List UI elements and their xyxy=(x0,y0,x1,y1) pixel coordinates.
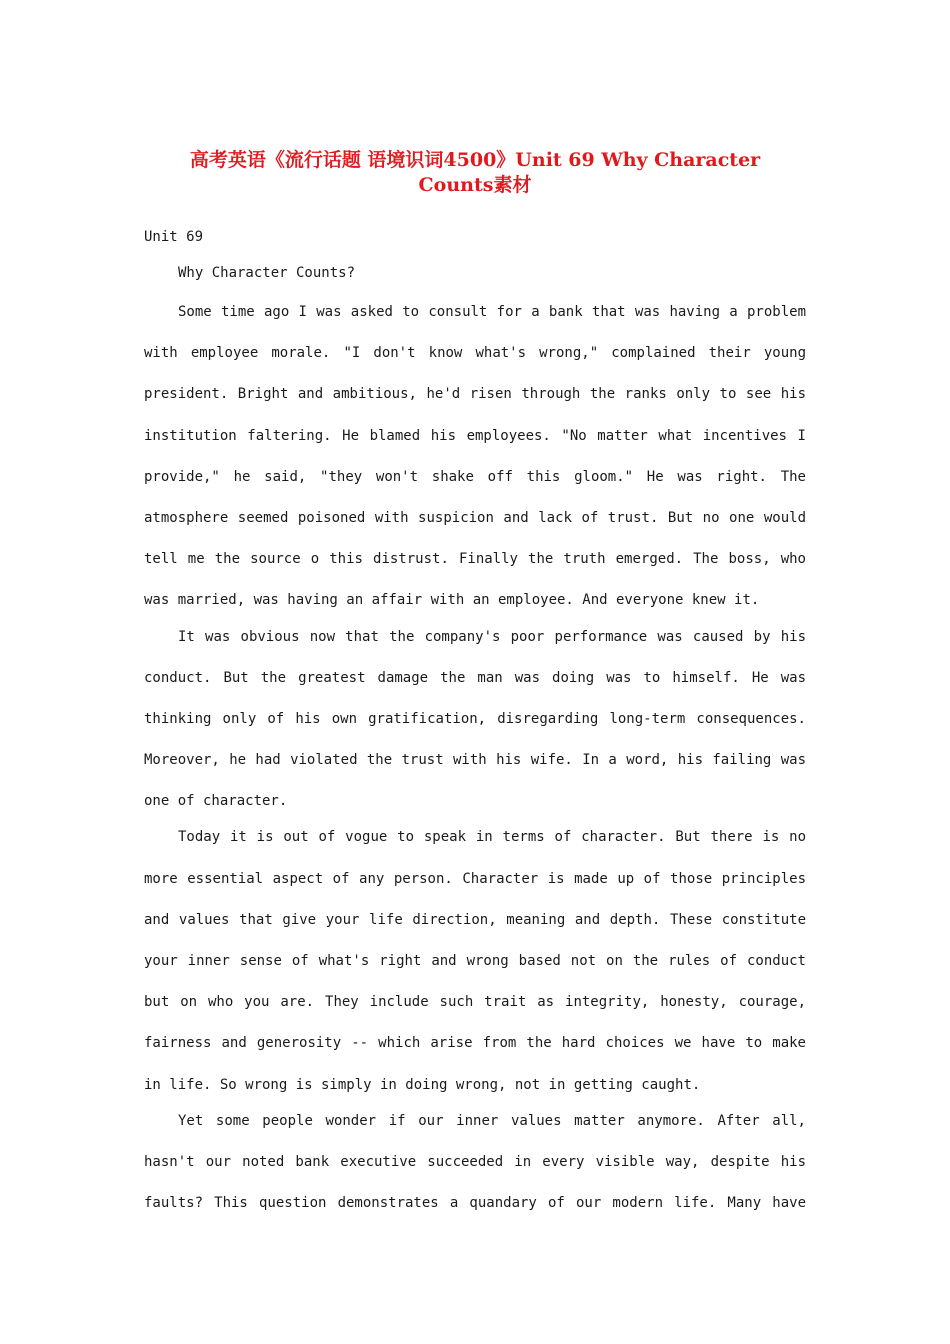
paragraph-4 xyxy=(144,1101,806,1225)
title-line-2: Counts素材 xyxy=(418,174,532,196)
paragraph-line: atmosphere seemed poisoned with suspicion and lack of trust. But no one would xyxy=(144,509,806,526)
article-subtitle: Why Character Counts? xyxy=(178,265,356,281)
unit-label: Unit 69 xyxy=(144,229,204,245)
paragraph-line: and values that give your life direction, meaning and depth. These constitute xyxy=(144,911,806,928)
paragraph-line: conduct. But the greatest damage the man was doing was to himself. He was xyxy=(144,669,806,686)
paragraph-line: was married, was having an affair with an employee. And everyone knew it. xyxy=(144,592,760,609)
paragraph-line: Some time ago I was asked to consult for a bank that was having a problem xyxy=(178,304,806,320)
paragraph-3 xyxy=(144,817,806,1105)
document-title xyxy=(144,148,806,198)
title-line-1: 高考英语《流行话题 语境识词4500》Unit 69 Why Character xyxy=(189,149,761,171)
paragraph-1 xyxy=(144,292,806,622)
paragraph-line: more essential aspect of any person. Character is made up of those principles xyxy=(144,870,806,887)
paragraph-line: tell me the source o this distrust. Finally the truth emerged. The boss, who xyxy=(144,551,806,568)
paragraph-2 xyxy=(144,617,806,823)
paragraph-line: provide," he said, "they won't shake off this gloom." He was right. The xyxy=(144,468,806,485)
paragraph-line: thinking only of his own gratification, disregarding long-term consequences. xyxy=(144,710,806,727)
paragraph-line: fairness and generosity -- which arise from the hard choices we have to make xyxy=(144,1035,806,1052)
paragraph-line: your inner sense of what's right and wrong based not on the rules of conduct xyxy=(144,953,806,969)
paragraph-line: in life. So wrong is simply in doing wrong, not in getting caught. xyxy=(144,1076,701,1093)
paragraph-line: Yet some people wonder if our inner values matter anymore. After all, xyxy=(178,1112,806,1129)
paragraph-line: one of character. xyxy=(144,793,288,810)
paragraph-line: Moreover, he had violated the trust with his wife. In a word, his failing was xyxy=(144,752,806,769)
paragraph-line: institution faltering. He blamed his employees. "No matter what incentives I xyxy=(144,427,806,444)
paragraph-line: hasn't our noted bank executive succeeded in every visible way, despite his xyxy=(144,1153,806,1170)
paragraph-line: faults? This question demonstrates a quandary of our modern life. Many have xyxy=(144,1195,806,1212)
paragraph-line: president. Bright and ambitious, he'd risen through the ranks only to see his xyxy=(144,386,806,403)
paragraph-line: but on who you are. They include such trait as integrity, honesty, courage, xyxy=(144,994,806,1011)
document-body xyxy=(144,225,806,1224)
paragraph-line: It was obvious now that the company's poor performance was caused by his xyxy=(178,628,806,645)
paragraph-line: Today it is out of vogue to speak in terms of character. But there is no xyxy=(178,829,806,846)
paragraph-line: with employee morale. "I don't know what's wrong," complained their young xyxy=(144,345,806,362)
